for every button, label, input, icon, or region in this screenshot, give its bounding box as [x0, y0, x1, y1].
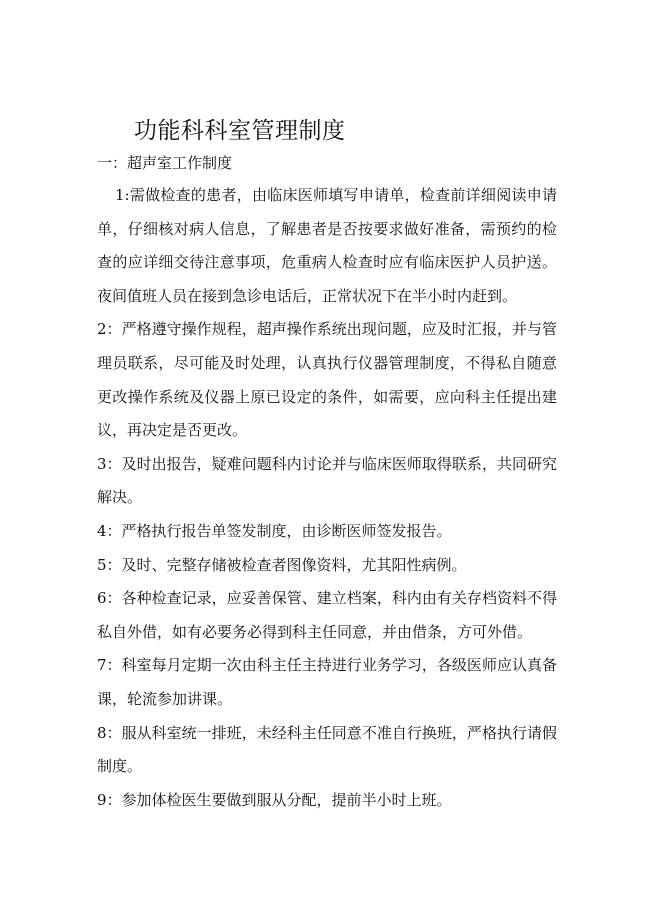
paragraph-5: 5：及时、完整存储被检查者图像资料，尤其阳性病例。: [97, 555, 467, 574]
document-body: [97, 179, 557, 817]
paragraph-7: 7：科室每月定期一次由科主任主持进行业务学习，各级医师应认真备课，轮流参加讲课。: [97, 656, 557, 708]
paragraph-6: 6：各种检查记录，应妥善保管、建立档案，科内由有关存档资料不得私自外借，如有必要务必得到科主任同意，并由借条，方可外借。: [97, 589, 557, 641]
paragraph-2: 2：严格遵守操作规程，超声操作系统出现问题，应及时汇报，并与管理员联系，尽可能及时处理，认真执行仪器管理制度，不得私自随意更改操作系统及仪器上原已设定的条件，如需要，应向科主任提出建议，再决定是否更改。: [97, 320, 557, 440]
paragraph-1: 1:需做检查的患者，由临床医师填写申请单，检查前详细阅读申请单，仔细核对病人信息，了解患者是否按要求做好准备，需预约的检查的应详细交待注意事项，危重病人检查时应有临床医护人员护送。夜间值班人员在接到急诊电话后，正常状况下在半小时内赶到。: [97, 186, 557, 305]
paragraph-8: 8：服从科室统一排班，未经科主任同意不准自行换班，严格执行请假制度。: [97, 723, 557, 776]
paragraph-3: 3：及时出报告，疑难问题科内讨论并与临床医师取得联系，共同研究解决。: [97, 454, 557, 507]
section-heading: 一：超声室工作制度: [97, 154, 233, 172]
paragraph-9: 9：参加体检医生要做到服从分配，提前半小时上班。: [97, 790, 452, 809]
page-title: 功能科科室管理制度: [134, 118, 346, 144]
paragraph-4: 4：严格执行报告单签发制度，由诊断医师签发报告。: [97, 521, 452, 540]
